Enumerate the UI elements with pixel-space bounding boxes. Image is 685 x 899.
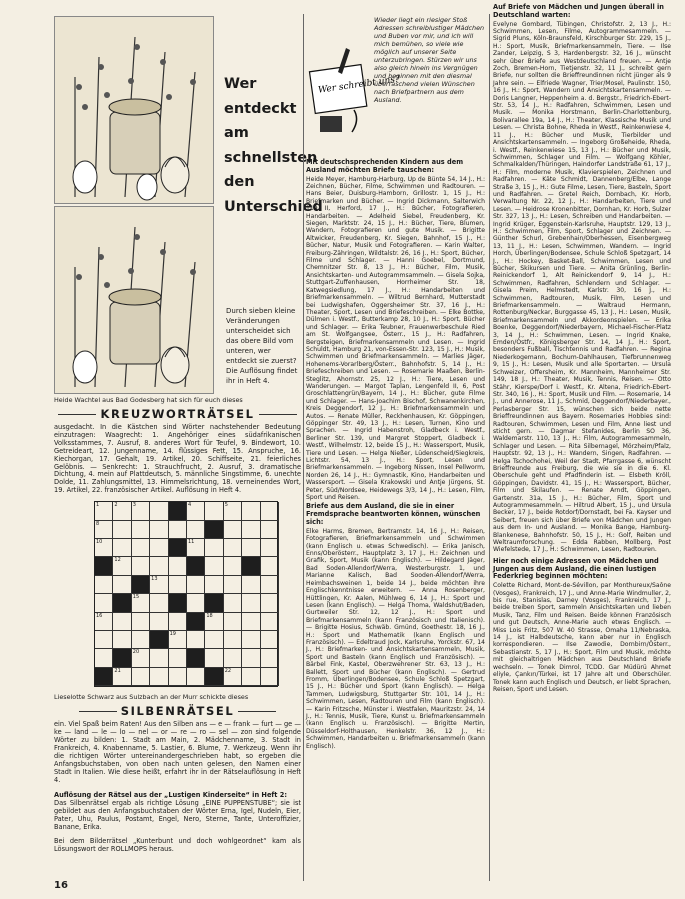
crossword-black-cell [205, 521, 223, 539]
crossword-clue-number: 18 [206, 612, 213, 619]
crossword-cell [169, 649, 187, 667]
crossword-cell [150, 668, 168, 686]
crossword-cell [261, 502, 279, 520]
crossword-clue-number: 15 [132, 594, 140, 601]
crossword-cell [113, 613, 131, 631]
crossword-cell [113, 539, 131, 557]
title-rule [58, 414, 96, 415]
crossword-cell [224, 502, 242, 520]
question-word: Unterschied [224, 198, 323, 215]
crossword-cell [95, 502, 113, 520]
spot-difference-question [224, 72, 323, 219]
crossword-cell [150, 576, 168, 594]
crossword-cell [150, 594, 168, 612]
crossword-cell [261, 521, 279, 539]
crossword-cell [187, 502, 205, 520]
pen-pal-list: Heide Meyer, Hamburg-Harburg, Up de Bünte 54, 14 J., H.: Zeichnen, Bücher, Filme, Schwimmen und Radtouren. — Hans Beier, Duisburg-Hamborn, Grillostr. 1, 15 J., H.: Briefmarken und Bücher. — Ingrid Dickmann, Salterwich 119 II, Herford, 17 J., H.: Bücher, Fotografieren, Handarbeiten. — Adelheid Siebel, Freudenberg, Kr. Siegen, Marktstr. 24, 15 J., H.: Bücher, Tiere, Blumen, Wandern, Fotografieren und gute Musik. — Brigitte Altwicker, Freudenberg, Kr. Siegen, Bahnhof, 15 J., H.: Bücher, Natur, Musik und Fotografieren. — Karin Walter, Freiburg-Zähringen, Wildtalstr. 26, 16 J., H.: Sport, Bücher, Filme und Schlager. — Hanni Goebel, Dortmund, Chemnitzer Str. 8, 13 J., H.: Bücher, Film, Musik, Ansichtskarten- und Autogrammsammeln. — Gisela Sojka, Stuttgart-Zuffenhausen, Horrheimer Str. 18, Katwegsiedlung, 17 J., H.: Handarbeiten und Briefmarkensammeln. — Wiltrud Bernhard, Mutterstadt bei Ludwigshafen, Oggersheimer Str. 37, 16 J., H.: Theater, Sport, Lesen und Briefeschreiben. — Elke Bottke, Dülmen i. Westf., Butterkamp 28, 10 J., H.: Sport, Bücher und Schlager. — Erika Teubner, Frauenwerbeschule Ried am St. Wolfgangsee, Österr., 15 J., H.: Radfahren, Bergsteigen, Briefmarkensammeln und Lesen. — Ingrid Schuldt, Hamburg 21, von-Essen-Str. 123, 15 J., H.: Musik, Schwimmen und Briefmarkensammeln. — Marlies Jäger, Hohenems-Vorarlberg/Österr., Bahnhofstr. 5, 14 J., H.: Briefeschreiben und Lesen. — Rosemarie Maaßen, Berlin-Steglitz, Ahornstr. 25, 12 J., H.: Tiere, Lesen und Wanderungen. — Margot Taplan, Lengenfeld II, 6, Post Groschlattengrün/Bayern, 14 J., H.: Bücher, gute Filme und Schlager. — Hans-Joachim Bischof, Schwanenkirchen, Kreis Deggendorf, 12 J., H.: Briefmarkensammeln und Autos. — Renate Müller, Reckhenhausen, Kr. Göppingen, Göppinger Str. 49, 13 J., H.: Lesen, Turnen, Kino und Sprachen. — Ingrid Habenstroh, Gladbeck i. Westf., Berliner Str. 139, und Margret Stoppert, Gladbeck i. Westf., Wilhelmstr. 12, beide 15 J., H.: Wassersport, Musik, Tiere und Lesen. — Helga Nießer, Lüdenscheid/Siegkreis, Lichtstr. 54, 13 J., H.: Sport, Lesen und Briefmarkensammeln. — Ingeborg Nissen, Insel Pellworm, Norden 26, 14 J., H.: Gymnastik, Kino, Handarbeiten und Wassersport. — Gisela Krakowski und Antje Jürgens, St. Peter, Süd/Nordsee, Heidewegs 3/3, 14 J., H.: Lesen, Film, Sport und Reisen. [306, 175, 485, 502]
crossword-clue-number: 16 [96, 612, 103, 619]
crossword-cell [95, 649, 113, 667]
crossword-cell [132, 668, 150, 686]
crossword-cell [224, 649, 242, 667]
crossword-cell [132, 502, 150, 520]
title-rule [259, 414, 297, 415]
question-word: den [224, 174, 255, 190]
crossword-cell [187, 576, 205, 594]
crossword-cell [113, 521, 131, 539]
crossword-cell [169, 576, 187, 594]
syllable-puzzle-text: ein. Viel Spaß beim Raten! Aus den Silben ans — e — frank — furt — ge — ke — land — le — lo — nel — or — re — ro — sel — zon sind folgende Wörter zu bilden: 1. Stadt am Main, 2. Mädchenname, 3. Stadt in Frankreich, 4. Knabenname, 5. Lastier, 6. Blume, 7. Werkzeug. Wenn ihr die richtigen Wörter untereinandergeschrieben habt, so ergeben die Anfangsbuchstaben, von oben nach unten gelesen, den Namen einer Stadt in Italien. Wie diese heißt, erfahrt ihr in der Rätselauflösung in Heft 4. [54, 720, 301, 784]
crossword-cell [242, 631, 260, 649]
spot-difference-top [54, 16, 323, 215]
crossword-cell [150, 649, 168, 667]
easter-drawing-top-illustration [55, 17, 213, 203]
crossword-cell [95, 576, 113, 594]
crossword-cell [95, 539, 113, 557]
page-number: 16 [54, 880, 68, 891]
crossword-clue-number: 13 [151, 575, 158, 582]
pen-pal-list: Evelyne Gombard, Tübingen, Christofstr. 2, 13 J., H.: Schwimmen, Lesen, Filme, Autogrammesammeln. — Sigrid Pluns, Köln-Braunsfeld, Kirschburger Str. 229, 15 J., H.: Sport, Musik, Briefmarkensammeln, Tiere. — Ilse Zander, Leipzig, S 3, Hardenbergstr. 32, 16 J., wünscht sehr über Briefe aus Westdeutschland freuen. — Antje Zoch, Bremen-Horn, Tietjenstr. 32, 11 J., schreibt gern Briefe, nur sollten die Brieffreundinnen nicht jünger als 9 Jahre sein. — Elfriede Wagner, Trier/Mosel, Paulinstr. 150, 16 J., H.: Sport, Wandern und Ansichtskartensammeln. — Doris Langner, Heppenheim a. d. Bergstr., Friedrich-Ebert-Str. 53, 14 J., H.: Radfahren, Schwimmen, Lesen und Musik. — Monika Horstmann, Berlin-Charlottenburg, Bolivarallee 19a, 14 J., H.: Theater, Klassische Musik und Lesen. — Christa Bohne, Rheda in Westf., Reinkenwiese 4, 11 J., H.: Bücher und Musik, Tierbilder und Ansichtskartensammeln. — Ingeborg Großeheide, Rheda, i. Westf., Reinkenwiese 15, 13 J., H.: Bücher und Musik, Schwimmen, Schlager und Film. — Wolfgang Köhler, Schmalkalden/Thüringen, Haindorfer Landstraße 61, 17 J., H.: Film, moderne Musik, Klavierspielen, Zeichnen und Radfahren. — Käte Schmidt, Dannenberg/Elbe, Lange Straße 3, 15 J., H.: Gute Filme, Lesen, Tiere, Basteln, Sport und Radfahren. — Gretel Reich, Dornbach, Kr. Horb, Verwaltung Nr. 22, 12 J., H.: Handarbeiten, Tiere und Lesen. — Heidrose Kronenbitter, Dornhan, Kr. Horb, Sulzer Str. 327, 13 J., H.: Lesen, Schreiben und Handarbeiten. — Ingrid Krüger, Eggenstein-Karlsruhe, Hauptstr. 129, 13 J., H.: Schwimmen, Film, Sport, Schlager und Zeichnen. — Günther Schurl, Grebenhain/Oberhessen, Eisenbergweg 13, 11 J., H.: Lesen, Schwimmen, Wandern. — Ingrid Horch, Überlingen/Bodensee, Schule Schloß Spetzgart, 14 J., H.: Hockey, Basket-Ball, Schwimmen, Lesen und Bücher, Skikursen und Tiere. — Anita Grünling, Berlin-Reinickendorf 1, Alt Reinickendorf 9, 14 J., H.: Schwimmen, Radfahren, Schlendern und Schlager. — Gisela Preim, Helmstedt, Karlstr. 30, 16 J., H.: Schwimmen, Radtouren, Musik, Film, Lesen und Briefmarkensammeln. — Waltraud Hermann, Rottenburg/Neckar, Burggasse 45, 13 J., H.: Lesen, Musik, Briefmarkensammeln und Akkordeonspielen. — Erika Boenke, Deggendorf/Niederbayern, Michael-Fischer-Platz 3, 14 J., H.: Schwimmen, Lesen. — Ingrid Knake, Emden/Ostfr., Königsberger Str. 14, 14 J., H.: Sport, besonders Fußball, Tischtennis und Radfahren. — Regina Niederkogemann, Bochum-Dahlhausen, Tiefbrunnenweg 9, 15 J., H.: Lesen, Musik und alle Sportarten. — Ursula Schweizer, Offersheim, Kr. Mannheim, Mannheimer Str. 149, 18 J., H.: Theater, Musik, Tennis, Reisen. — Otto Stähr, Kierspe/Dorf i. Westf., Kr. Altena, Friedrich-Ebert-Str. 340, 16 J., H.: Sport, Musik und Film. — Rosemarie, 14 J., und Annerose, 11 J., Schmid, Deggendorf/Niederbayer., Perlasberger Str. 15, wünschen sich beide nette Brieffreundinnen aus Bayern. Rosemaries Hobbies sind: Radtouren, Schwimmen, Lesen und Film, Anne liest und sticht gern. — Dagmar Stefanides, Berlin SO 36, Waldemarstr. 110, 13 J., H.: Film, Autogrammesammeln, Schlager und Lesen. — Rita Silbernagel, Mörzheim/Pfalz, Hauptstr. 92, 13 J., H.: Wandern, Singen, Radfahren. — Helga Tschochohei, Weil der Stadt, Pfarrgasse 6, wünscht Brieffreunde aus Freiburg, die wie sie in die 6. Kl. Oberschule geht und Pfadfinderin ist. — Elsbeth Kröll, Göppingen, Davidstr. 41, 15 J., H.: Wassersport, Bücher, Film und Skilaufen. — Renate Arndt, Göppingen, Gartenstr. 31a, 15 J., H.: Bücher, Film, Sport und Autogrammesammeln. — Hiltrud Albert, 15 J., und Ursula Becker, 17 J., beide Rotdorf/Dornstadt, bei Fa. Kayser und Seibert, freuen sich über Briefe von Mädchen und Jungen aus dem In- und Ausland. — Monika Bange, Hamburg-Blankenese, Bahnhofstr. 50, 15 J., H.: Golf, Reiten und Weltraumforschung. — Edda Rabben, Mollberg, Post Wiefelstede, 17 J., H.: Schwimmen, Lesen, Radtouren. [493, 20, 671, 554]
crossword-cell [113, 631, 131, 649]
crossword-black-cell [242, 557, 260, 575]
crossword-cell [242, 521, 260, 539]
crossword-clue-number: 20 [132, 649, 140, 656]
crossword-cell [95, 613, 113, 631]
crossword-cell [224, 576, 242, 594]
crossword-cell [261, 613, 279, 631]
crossword-cell [150, 557, 168, 575]
pen-pal-list: Colette Richard, Mont-de-Sévillon, par Monthureux/Saône (Vosges), Frankreich, 17 J., und Anne-Marie Windmuller, 2, bis rue, Stanislas, Darney (Vosges), Frankreich, 17 J., beide treiben Sport, sammeln Ansichtskarten und lieben Musik, Tanz, Film und Reisen. Beide können Französisch und gut Deutsch, Anne-Marie auch etwas Englisch. — Miss Lois Fritz, 507 W. 40 Strasse, Omaha 11/Nebraska, 14 J., ist Halbdeutsche, kann aber nur in Englisch korrespondieren. — Ilse Zawodie, Dornbirn/Österr., Sebastianstr. 5, 17 J., H.: Sport, Film und Musik, möchte mit gleichaltrigen Mädchen aus Deutschland Briefe wechseln. — Tonek Dimrol, TCDD. Gar Müdürü Ahmet eliyle, Çankırı/Türkei, ist 17 Jahre alt und Oberschüler. Tonek kann auch Englisch und Deutsch, er liebt Sprachen, Reisen, Sport und Lesen. [493, 582, 671, 693]
crossword-cell [169, 613, 187, 631]
solution-text: Das Silbenrätsel ergab als richtige Lösung „EINE PUPPENSTUBE“; sie ist gebildet aus den Anfangsbuchstaben der Wörter Erna, Igel, Nudeln, Eier, Pater, Uhu, Paulus, Postamt, Engel, Nero, Sterne, Tante, Unteroffizier, Banane, Erika. [54, 799, 301, 832]
crossword-cell [205, 613, 223, 631]
crossword-cell [261, 539, 279, 557]
crossword-cell [205, 502, 223, 520]
crossword-clue-number: 12 [114, 557, 121, 564]
column-divider [303, 14, 304, 881]
crossword-cell [205, 576, 223, 594]
crossword-cell [169, 631, 187, 649]
crossword-title [54, 407, 301, 421]
crossword-black-cell [150, 631, 168, 649]
crossword-cell [113, 576, 131, 594]
crossword-cell [95, 521, 113, 539]
crossword-black-cell [205, 594, 223, 612]
crossword-cell [150, 539, 168, 557]
syllable-author-caption: Lieselotte Schwarz aus Sulzbach an der Murr schickte dieses [54, 693, 249, 702]
crossword-cell [224, 594, 242, 612]
crossword-clue-number: 21 [114, 667, 121, 674]
crossword-clue-number: 5 [224, 502, 228, 509]
section-heading: Hier noch einige Adressen von Mädchen und Jungen aus dem Ausland, die einen lustigen Federkrieg beginnen möchten: [493, 556, 659, 581]
crossword-black-cell [187, 613, 205, 631]
crossword-cell [150, 502, 168, 520]
question-word: schnellsten [224, 149, 318, 166]
crossword-clues: ausgedacht. In die Kästchen sind Wörter nachstehender Bedeutung einzutragen: Waagrecht: 1. Angehöriger eines südafrikanischen Volksstammes, 7. Ausruf, 8. anderes Wort für Teufel, 9. Bindewort, 10. Getreideart, 12. Jungenname, 14. flüssiges Fett, 15. Anspruche, 16. Kiechorgan, 17. Gehalt, 19. Artikel, 20. Schiffseite, 21. feierliches Gelöbnis. — Senkrecht: 1. Strauchfrucht, 2. Ausruf, 3. dramatische Dichtung, 4. mein auf Plattdeutsch, 5. männliche Singstimme, 6. unechte Dolde, 11. Zahlungsmittel, 13. Himmelsrichtung, 18. verneinendes Wort, 19. Artikel, 22. französischer Artikel. Auflösung in Heft 4. [54, 423, 301, 495]
spot-difference-note: Durch sieben kleine Veränderungen unterscheidet sich das obere Bild vom unteren, wer entdeckt sie zuerst? Die Auflösung findet ihr in Heft 4. [226, 307, 298, 385]
crossword-cell [261, 631, 279, 649]
section-heading: Auf Briefe von Mädchen und Jungen überall in Deutschland warten: [493, 3, 665, 19]
syllable-title-text: SILBENRÄTSEL [120, 704, 235, 719]
crossword-clue-number: 10 [96, 538, 103, 545]
crossword-cell [132, 631, 150, 649]
crossword-cell [224, 613, 242, 631]
crossword-cell [169, 668, 187, 686]
crossword-cell [150, 521, 168, 539]
left-column [54, 16, 323, 854]
crossword-cell [261, 668, 279, 686]
crossword-cell [224, 539, 242, 557]
question-word: Wer [224, 76, 257, 92]
pen-pal-intro: Wieder liegt ein riesiger Stoß Adressen schreiblustiger Mädchen und Buben vor mir, und ich will mich bemühen, so viele wie möglich auf unserer Seite unterzubringen. Stürzen wir uns also gleich hinein ins Vergnügen und beginnen mit den diesmal überraschend vielen Wünschen nach Briefpartnern aus dem Ausland. [374, 16, 485, 104]
crossword-black-cell [187, 649, 205, 667]
crossword-grid [94, 501, 278, 687]
crossword-cell [132, 539, 150, 557]
easter-drawing-top [54, 16, 214, 204]
crossword-cell [261, 649, 279, 667]
crossword-grid-wrap [94, 501, 278, 685]
picture-puzzle-solution: Bei dem Bilderrätsel „Kunterbunt und doch wohlgeordnet“ kam als Lösungswort der ROLLMOPS heraus. [54, 836, 301, 853]
crossword-cell [95, 594, 113, 612]
crossword-cell [187, 539, 205, 557]
crossword-cell [205, 539, 223, 557]
crossword-author-caption: Heide Wachtel aus Bad Godesberg hat sich für euch dieses [54, 396, 243, 404]
crossword-cell [187, 521, 205, 539]
easter-drawing-bottom-illustration [55, 207, 213, 393]
crossword-cell [132, 613, 150, 631]
crossword-black-cell [113, 594, 131, 612]
crossword-cell [224, 557, 242, 575]
question-word: am [224, 125, 249, 141]
crossword-title-text: KREUZWORTRÄTSEL [100, 407, 255, 421]
crossword-cell [132, 557, 150, 575]
column-divider [489, 14, 490, 881]
solution-heading: Auflösung der Rätsel aus der „Lustigen Kinderseite“ in Heft 2: [54, 791, 287, 800]
title-rule [79, 711, 117, 712]
crossword-black-cell [205, 668, 223, 686]
crossword-cell [242, 613, 260, 631]
crossword-cell [95, 631, 113, 649]
crossword-cell [132, 594, 150, 612]
crossword-cell [242, 576, 260, 594]
crossword-cell [224, 521, 242, 539]
crossword-black-cell [132, 576, 150, 594]
crossword-cell [132, 521, 150, 539]
crossword-cell [187, 631, 205, 649]
crossword-clue-number: 1 [96, 502, 100, 509]
pen-pal-list: Elke Harms, Bremen, Bertramstr. 14, 16 J., H.: Reisen, Fotografieren, Briefmarkensammeln und Schwimmen (kann Englisch u. etwas Schwedisch). — Erika Janisch, Enns/Oberösterr., Hauptplatz 3, 17 J., H.: Zeichnen und Grafik, Sport, Musik (kann Englisch). — Hildegard Jäger, Bad Soden-Allendorf/Werra, Westerburgstr. 1, und Marianne Kalisch, Bad Sooden-Allendorf/Werra, Heimbachsweinen 1, beide 14 J., beide möchten ihre Englischkenntnisse erweitern. — Anna Rosenberger, Hüttlingen, Kr. Aalen, Mühlweg 6, 14 J., H.: Sport und Lesen (kann Englisch). — Helga Thoma, Waldshut/Baden, Gurtweiler Str. 12, 12 J., H.: Sport und Briefmarkensammeln (kann Französisch und Italienisch). — Brigitte Hosius, Schwäb. Gmünd, Goethestr. 18, 16 J., H.: Sport und Mathematik (kann Englisch und Französisch). — Edeltraud Jock, Karlsruhe, Yorckstr. 67, 14 J., H.: Briefmarken- und Ansichtskartensammeln, Musik, Sport und Basteln (kann Englisch und Französisch). — Bärbel Fink, Kastel, Oberzwehrener Str. 63, 13 J., H.: Ballett, Sport und Bücher (kann Englisch). — Gertrud Fromm, Überlingen/Bodensee, Schule Schloß Spetzgart, 15 J., H.: Bücher und Sport (kann Englisch). — Helga Tammen, Ludwigsburg, Stuttgarter Str. 101, 14 J., H.: Schwimmen, Lesen, Radtouren und Film (kann Englisch). — Karin Fritzsche, Münster i. Westfalen, Mauritzstr. 24, 14 J., H.: Tennis, Musik, Tiere, Kunst u. Briefmarkensammeln (kann Englisch u. Französisch). — Brigitte Mertin, Düsseldorf-Holthausen, Henkelstr. 36, 12 J., H.: Schwimmen, Handarbeiten u. Briefmarkensammeln (kann Englisch). [306, 527, 485, 750]
crossword-cell [242, 539, 260, 557]
crossword-cell [187, 594, 205, 612]
crossword-clue-number: 8 [96, 520, 100, 527]
crossword-clue-number: 11 [187, 538, 195, 545]
crossword-cell [205, 557, 223, 575]
title-rule [238, 711, 276, 712]
crossword-cell [113, 502, 131, 520]
section-heading: Briefe aus dem Ausland, die sie in einer Fremdsprache beantworten können, wünschen sich: [306, 502, 481, 527]
crossword-cell [261, 576, 279, 594]
crossword-cell [224, 631, 242, 649]
crossword-black-cell [95, 557, 113, 575]
crossword-clue-number: 3 [132, 502, 136, 509]
crossword-cell [261, 594, 279, 612]
crossword-cell [113, 557, 131, 575]
crossword-cell [169, 557, 187, 575]
crossword-clue-number: 19 [169, 630, 176, 637]
question-word: entdeckt [224, 100, 297, 117]
crossword-clue-number: 4 [187, 502, 192, 509]
syllable-title [54, 704, 301, 718]
crossword-cell [205, 649, 223, 667]
crossword-black-cell [113, 649, 131, 667]
crossword-black-cell [187, 557, 205, 575]
crossword-cell [242, 668, 260, 686]
right-column [493, 4, 671, 693]
crossword-clue-number: 2 [114, 502, 118, 509]
crossword-cell [113, 668, 131, 686]
crossword-cell [242, 649, 260, 667]
easter-drawing-bottom [54, 206, 214, 394]
crossword-cell [205, 631, 223, 649]
crossword-cell [150, 613, 168, 631]
crossword-black-cell [169, 539, 187, 557]
crossword-black-cell [169, 594, 187, 612]
crossword-cell [261, 557, 279, 575]
crossword-cell [132, 649, 150, 667]
crossword-cell [242, 594, 260, 612]
writing-hand-illustration [308, 38, 401, 138]
crossword-black-cell [95, 668, 113, 686]
crossword-cell [169, 521, 187, 539]
crossword-cell [242, 502, 260, 520]
section-heading: Mit deutschsprechenden Kindern aus dem Ausland möchten Briefe tauschen: [306, 158, 464, 174]
pen-pal-header [306, 16, 485, 159]
stamp-caption: Wer schreibt uns? [317, 74, 401, 96]
crossword-clue-number: 22 [224, 667, 232, 674]
crossword-black-cell [169, 502, 187, 520]
middle-column [306, 16, 485, 750]
crossword-cell [187, 668, 205, 686]
crossword-cell [224, 668, 242, 686]
